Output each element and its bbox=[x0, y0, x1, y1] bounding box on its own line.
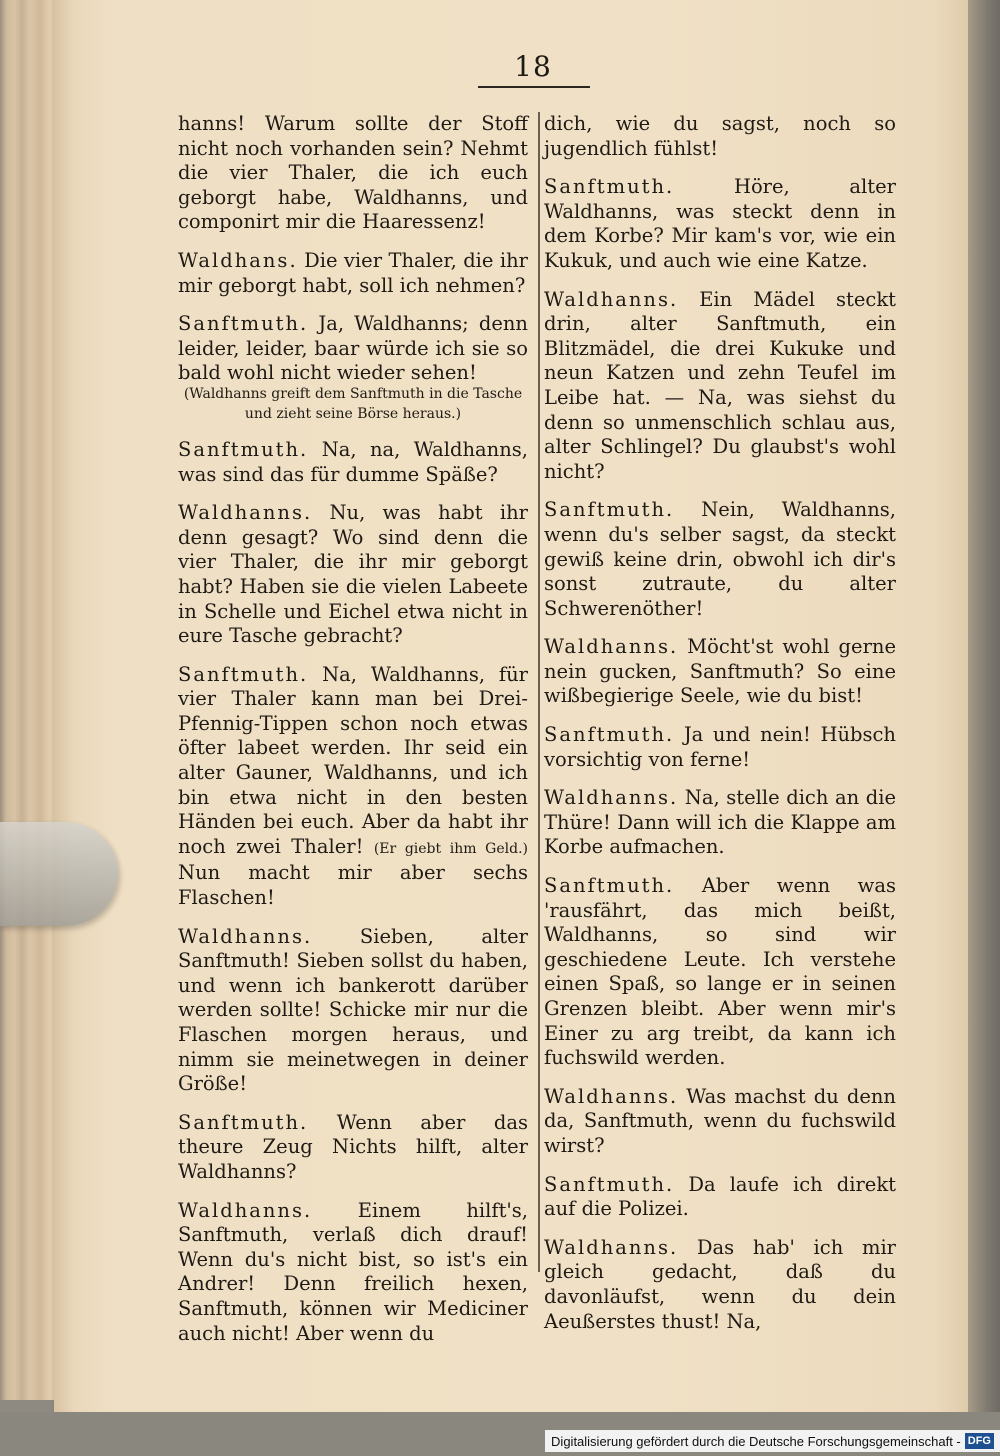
dialogue-text: hanns! Warum sollte der Stoff nicht noch vorhanden sein? Nehmt die vier Thaler, die ich euch geborgt habe, Waldhanns, und componirt mir die Haaressenz! bbox=[178, 112, 528, 234]
dialogue-text: Na, na, Waldhanns, was sind das für dumme Späße? bbox=[178, 437, 529, 486]
dialogue-paragraph bbox=[178, 438, 528, 487]
dialogue-text: Was machst du denn da, Sanftmuth, wenn du fuchswild wirst? bbox=[544, 1084, 896, 1157]
speaker-name: Sanftmuth. bbox=[544, 874, 675, 898]
left-column bbox=[178, 112, 528, 1360]
dialogue-paragraph bbox=[544, 1085, 896, 1159]
dialogue-text: Nein, Waldhanns, wenn du's selber sagst, da steckt gewiß keine drin, obwohl ich dir's sonst zutraute, du alter Schwerenöther! bbox=[544, 498, 897, 620]
column-divider bbox=[538, 112, 540, 1272]
dialogue-paragraph bbox=[544, 723, 896, 772]
dialogue-paragraph bbox=[544, 786, 896, 860]
speaker-name: Sanftmuth. bbox=[178, 437, 309, 461]
dialogue-paragraph bbox=[544, 1173, 896, 1222]
footer-credit: Digitalisierung gefördert durch die Deutsche Forschungsgemeinschaft - bbox=[551, 1433, 961, 1449]
dialogue-text: Da laufe ich direkt auf die Polizei. bbox=[544, 1172, 896, 1221]
speaker-name: Sanftmuth. bbox=[544, 723, 675, 747]
dialogue-paragraph bbox=[178, 663, 528, 911]
speaker-name: Waldhanns. bbox=[544, 786, 679, 810]
dialogue-paragraph bbox=[544, 1236, 896, 1334]
dialogue-paragraph bbox=[544, 175, 896, 273]
dialogue-paragraph bbox=[178, 925, 528, 1097]
stage-direction: (Waldhanns greift dem Sanftmuth in die Tasche und zieht seine Börse heraus.) bbox=[183, 385, 523, 422]
digitization-footer bbox=[545, 1430, 1000, 1452]
speaker-name: Sanftmuth. bbox=[544, 498, 675, 522]
dialogue-text: Wenn aber das theure Zeug Nichts hilft, alter Waldhanns? bbox=[178, 1110, 529, 1183]
page-edge-right bbox=[968, 0, 1000, 1412]
page-edges-left bbox=[0, 0, 58, 1400]
speaker-name: Sanftmuth. bbox=[178, 1110, 309, 1134]
dialogue-text: Nun macht mir aber sechs Flaschen! bbox=[178, 861, 528, 910]
dialogue-text: Ja, Waldhanns; denn leider, leider, baar würde ich sie so bald wohl nicht wieder sehen! bbox=[178, 312, 528, 385]
page-number: 18 bbox=[514, 50, 552, 83]
dialogue-paragraph bbox=[178, 249, 528, 298]
dialogue-paragraph bbox=[178, 501, 528, 649]
dialogue-text: Möcht'st wohl gerne nein gucken, Sanftmuth? So eine wißbegierige Seele, wie du bist! bbox=[544, 635, 896, 708]
speaker-name: Waldhanns. bbox=[178, 1198, 313, 1222]
speaker-name: Sanftmuth. bbox=[544, 1172, 675, 1196]
speaker-name: Sanftmuth. bbox=[178, 662, 309, 686]
dialogue-text: dich, wie du sagst, noch so jugendlich fühlst! bbox=[544, 112, 896, 160]
speaker-name: Waldhanns. bbox=[178, 924, 313, 948]
dialogue-text: Sieben, alter Sanftmuth! Sieben sollst du haben, und wenn ich bankerott darüber werden sollte! Schicke mir nur die Flaschen morgen heraus, und nimm sie meinetwegen in deiner Größe! bbox=[178, 924, 528, 1096]
speaker-name: Sanftmuth. bbox=[544, 175, 675, 199]
dialogue-text: Aber wenn was 'rausfährt, das mich beißt, Waldhanns, so sind wir geschiedene Leute. Ich verstehe einen Spaß, so lange er in seinen Grenzen bleibt. Aber wenn mir's Einer zu arg treibt, da kann ich fuchswild werden. bbox=[544, 874, 897, 1070]
stage-direction: (Er giebt ihm Geld.) bbox=[373, 840, 528, 857]
dialogue-text: Die vier Thaler, die ihr mir geborgt habt, soll ich nehmen? bbox=[178, 248, 528, 297]
dialogue-paragraph bbox=[178, 312, 528, 424]
dialogue-paragraph bbox=[178, 1199, 528, 1347]
dialogue-text: Höre, alter Waldhanns, was steckt denn in dem Korbe? Mir kam's vor, wie ein Kukuk, und auch wie eine Katze. bbox=[544, 175, 896, 272]
dialogue-text: Das hab' ich mir gleich gedacht, daß du davonläufst, wenn du dein Aeußerstes thust! Na, bbox=[544, 1235, 896, 1333]
speaker-name: Waldhanns. bbox=[544, 635, 679, 659]
speaker-name: Waldhanns. bbox=[178, 501, 313, 525]
dialogue-text: Ein Mädel steckt drin, alter Sanftmuth, ein Blitzmädel, die drei Kukuke und neun Katzen und zehn Teufel im Leibe hat. — Na, was siehst du denn so unmenschlich schlau aus, alter Schlingel? Du glaubst's wohl nicht? bbox=[544, 287, 896, 483]
speaker-name: Waldhanns. bbox=[544, 287, 679, 311]
speaker-name: Waldhanns. bbox=[544, 1235, 679, 1259]
dialogue-text: Einem hilft's, Sanftmuth, verlaß dich drauf! Wenn du's nicht bist, so ist's ein Andrer! Denn freilich hexen, Sanftmuth, können wir Mediciner auch nicht! Aber wenn du bbox=[178, 1198, 528, 1345]
dialogue-paragraph bbox=[544, 288, 896, 485]
dialogue-text: Na, stelle dich an die Thüre! Dann will ich die Klappe am Korbe aufmachen. bbox=[544, 786, 896, 859]
dialogue-paragraph bbox=[544, 498, 896, 621]
speaker-name: Waldhanns. bbox=[544, 1084, 679, 1108]
dfg-logo: DFG bbox=[965, 1433, 994, 1449]
dialogue-text: Nu, was habt ihr denn gesagt? Wo sind denn die vier Thaler, die ihr mir geborgt habt? Haben sie die vielen Labeete in Schelle und Eichel etwa nicht in eure Tasche gebracht? bbox=[178, 501, 528, 648]
dialogue-paragraph bbox=[178, 1111, 528, 1185]
page-clip bbox=[0, 822, 118, 926]
speaker-name: Waldhans. bbox=[178, 248, 298, 272]
dialogue-paragraph bbox=[544, 635, 896, 709]
dialogue-paragraph bbox=[544, 874, 896, 1071]
speaker-name: Sanftmuth. bbox=[178, 312, 309, 336]
dialogue-text: Ja und nein! Hübsch vorsichtig von ferne! bbox=[544, 723, 896, 771]
dialogue-text: Na, Waldhanns, für vier Thaler kann man bei Drei-Pfennig-Tippen schon noch etwas öfter labeet werden. Ihr seid ein alter Gauner, Waldhanns, und ich bin etwa nicht in den besten Händen bei euch. Aber da habt ihr noch zwei Thaler! bbox=[178, 662, 528, 858]
dialogue-paragraph bbox=[544, 112, 896, 161]
dialogue-paragraph bbox=[178, 112, 528, 235]
right-column bbox=[544, 112, 896, 1348]
page-number-rule bbox=[478, 86, 590, 88]
